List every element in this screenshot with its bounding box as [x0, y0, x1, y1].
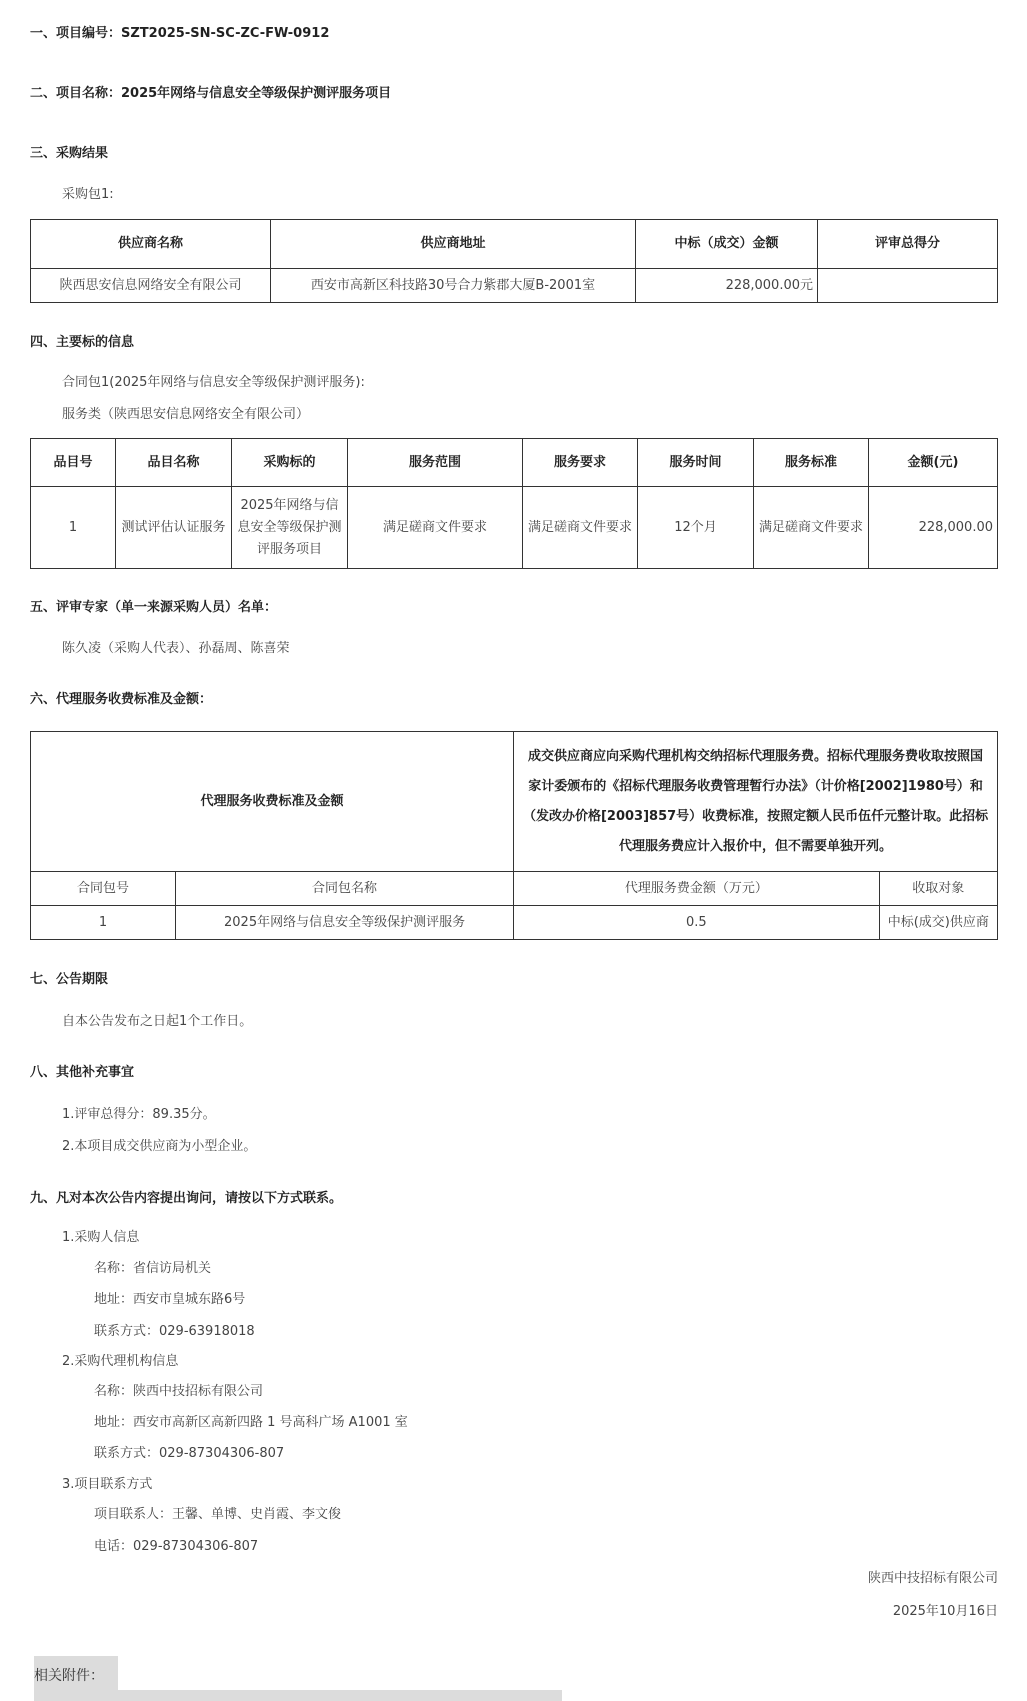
result-header: 供应商名称: [31, 220, 271, 269]
item-amount: 228,000.00: [869, 487, 998, 569]
supplement-item-2: 2.本项目成交供应商为小型企业。: [62, 1139, 257, 1154]
fee-header: 收取对象: [879, 872, 997, 906]
agency-address: 地址：西安市高新区高新四路 1 号高科广场 A1001 室: [94, 1415, 408, 1430]
purchaser-info-title: 1.采购人信息: [62, 1230, 140, 1245]
table-row: [31, 269, 998, 303]
fee-header: 代理服务费金额（万元）: [514, 872, 879, 906]
fee-payer: 中标(成交)供应商: [879, 906, 997, 940]
attachment-link-area[interactable]: [52, 1690, 562, 1701]
service-standard: 满足磋商文件要求: [754, 487, 869, 569]
service-time: 12个月: [638, 487, 754, 569]
project-name: 二、项目名称：2025年网络与信息安全等级保护测评服务项目: [30, 86, 392, 101]
announcement-period: 自本公告发布之日起1个工作日。: [62, 1014, 253, 1029]
table-row: [31, 487, 998, 569]
bid-amount: 228,000.00元: [636, 269, 818, 303]
supplier-address: 西安市高新区科技路30号合力紫郡大厦B-2001室: [271, 269, 636, 303]
result-header: 供应商地址: [271, 220, 636, 269]
project-contact-people: 项目联系人：王馨、单博、史肖霞、李文俊: [94, 1507, 342, 1522]
expert-names: 陈久凌（采购人代表）、孙磊周、陈喜荣: [62, 641, 290, 656]
subject-header: 品目名称: [116, 439, 232, 487]
review-score: [818, 269, 998, 303]
subject-header: 服务时间: [638, 439, 754, 487]
fee-header: 合同包号: [31, 872, 176, 906]
item-number: 1: [31, 487, 116, 569]
agency-info-title: 2.采购代理机构信息: [62, 1354, 179, 1369]
section-7-title: 七、公告期限: [30, 972, 109, 987]
section-6-title: 六、代理服务收费标准及金额：: [30, 692, 213, 707]
fee-package-number: 1: [31, 906, 176, 940]
subject-header: 品目号: [31, 439, 116, 487]
result-header: 中标（成交）金额: [636, 220, 818, 269]
procurement-subject: 2025年网络与信息安全等级保护测评服务项目: [232, 487, 348, 569]
service-scope: 满足磋商文件要求: [348, 487, 523, 569]
project-number-label: 一、项目编号：: [30, 26, 122, 41]
project-number: [30, 22, 329, 41]
fee-standard-label: 代理服务收费标准及金额: [31, 732, 514, 872]
section-8-title: 八、其他补充事宜: [30, 1065, 135, 1080]
footer-date: 2025年10月16日: [892, 1604, 998, 1619]
subject-table: [30, 438, 998, 569]
attachments-label: 相关附件：: [34, 1668, 104, 1684]
subject-header: 服务标准: [754, 439, 869, 487]
contract-package-line: 合同包1(2025年网络与信息安全等级保护测评服务):: [62, 375, 365, 390]
table-row: [31, 906, 998, 940]
package-label: 采购包1:: [62, 187, 114, 202]
item-name: 测试评估认证服务: [116, 487, 232, 569]
subject-header: 服务范围: [348, 439, 523, 487]
project-contact-title: 3.项目联系方式: [62, 1477, 153, 1492]
supplement-item-1: 1.评审总得分：89.35分。: [62, 1107, 216, 1122]
service-requirement: 满足磋商文件要求: [523, 487, 638, 569]
agency-fee-table: [30, 731, 998, 940]
fee-amount: 0.5: [514, 906, 879, 940]
purchaser-name: 名称：省信访局机关: [94, 1261, 212, 1276]
subject-header: 金额(元): [869, 439, 998, 487]
fee-standard-description: 成交供应商应向采购代理机构交纳招标代理服务费。招标代理服务费收取按照国家计委颁布的《招标代理服务收费管理暂行办法》（计价格[2002]1980号）和（发改办价格[2003]857号）收费标准，按照定额人民币伍仟元整计取。此招标代理服务费应计入报价中，但不需要单独开列。: [514, 732, 998, 872]
result-table: [30, 219, 998, 303]
section-3-title: 三、采购结果: [30, 146, 109, 161]
project-contact-phone: 电话：029-87304306-807: [94, 1539, 259, 1554]
service-category-line: 服务类（陕西思安信息网络安全有限公司）: [62, 407, 310, 422]
project-number-value: SZT2025-SN-SC-ZC-FW-0912: [121, 26, 330, 41]
result-header: 评审总得分: [818, 220, 998, 269]
fee-package-name: 2025年网络与信息安全等级保护测评服务: [176, 906, 514, 940]
agency-name: 名称：陕西中技招标有限公司: [94, 1384, 264, 1399]
subject-header: 采购标的: [232, 439, 348, 487]
subject-header: 服务要求: [523, 439, 638, 487]
agency-contact: 联系方式：029-87304306-807: [94, 1446, 285, 1461]
footer-organization: 陕西中技招标有限公司: [867, 1571, 998, 1586]
purchaser-address: 地址：西安市皇城东路6号: [94, 1292, 246, 1307]
section-5-title: 五、评审专家（单一来源采购人员）名单：: [30, 600, 278, 615]
section-4-title: 四、主要标的信息: [30, 335, 135, 350]
section-9-title: 九、凡对本次公告内容提出询问，请按以下方式联系。: [30, 1191, 343, 1206]
supplier-name: 陕西思安信息网络安全有限公司: [31, 269, 271, 303]
fee-header: 合同包名称: [176, 872, 514, 906]
purchaser-contact: 联系方式：029-63918018: [94, 1324, 255, 1339]
